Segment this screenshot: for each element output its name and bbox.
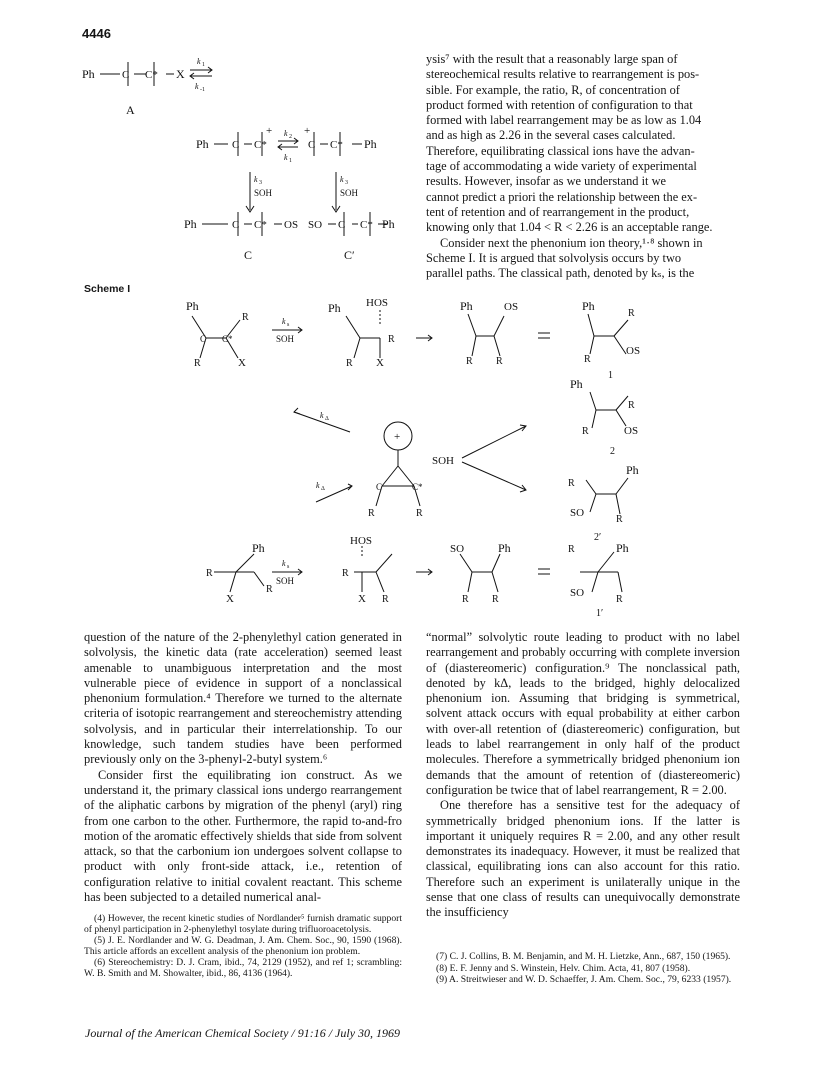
p2-ph: Ph <box>570 377 583 391</box>
phenonium-scheme <box>170 296 660 626</box>
soh-fork: SOH <box>432 455 455 467</box>
a-x: X <box>176 67 185 81</box>
r3-r1b: R <box>266 584 273 595</box>
journal-footer: Journal of the American Chemical Society / 91:16 / July 30, 1969 <box>85 1026 401 1040</box>
ts2-r1: R <box>342 568 349 579</box>
k3b-sub: 3 <box>345 180 348 186</box>
p2-os: OS <box>624 425 639 437</box>
ion2-ph: Ph <box>364 137 377 151</box>
rt-line-2: stereochemical results relative to rearrangement is pos- <box>426 67 700 82</box>
rt-line-12: knowing only that 1.04 < R < 2.26 is an acceptable range. <box>426 220 713 235</box>
ion1-ph: Ph <box>196 137 209 151</box>
ts2-x: X <box>358 593 366 605</box>
rt-line-13: Consider next the phenonium ion theory,¹·⁸ shown in <box>440 235 703 250</box>
label-1prime: 1′ <box>596 608 604 619</box>
cp-cstar: C* <box>360 219 373 231</box>
ks2-sub: s <box>287 564 290 570</box>
p3-so: SO <box>450 543 465 555</box>
p-r1a: R <box>466 356 473 367</box>
ion2-cstar: C* <box>330 139 343 151</box>
ts-r1b: R <box>346 358 353 369</box>
p-os: OS <box>504 301 519 313</box>
c-c: C <box>232 219 240 231</box>
p1p-ph: Ph <box>616 541 629 555</box>
label-2prime: 2′ <box>594 532 602 543</box>
k1b-sub: 1 <box>289 158 292 164</box>
rt-line-14: Scheme I. It is argued that solvolysis occurs by two <box>426 250 682 265</box>
footnote-9: (9) A. Streitwieser and W. D. Schaeffer, J. Am. Chem. Soc., 79, 6233 (1957). <box>436 974 732 986</box>
rt-line-8: tage of accommodating a wide variety of experimental <box>426 159 697 174</box>
right-para-1: “normal” solvolytic route leading to product with no label rearrangement and probably occurring with complete inversion of (diastereomeric) configuration.⁹ The nonclassical path, denoted by kΔ, leads to the bridged, highly delocalized phenonium ion. Assuming that bridging is symmetrical, solvent attack occurs with equal probability at either carbon with over-all retention of (diastereomeric) configuration, but leads to label rearrangement in only half of the product molecules. Therefore a symmetrically bridged phenonium ion demands that the amount of retention of (diastereomeric) configuration be twice that of label rearrangement, R = 2.00. <box>426 630 740 797</box>
rt-line-5: formed with label rearrangement may be as low as 1.04 <box>426 113 702 128</box>
r1-cstar: C* <box>222 334 233 344</box>
ion1-c: C <box>232 139 240 151</box>
cp-c: C <box>338 219 346 231</box>
equilibrating-ion-scheme <box>82 48 402 288</box>
right-top-text <box>426 52 740 281</box>
k1-label: k <box>197 57 201 66</box>
k1-sub: 1 <box>202 62 205 68</box>
k3b-label: k <box>340 175 344 184</box>
a-c: C <box>122 69 130 81</box>
rt-line-4: product formed with retention of configuration to that <box>426 97 693 112</box>
p1-ph: Ph <box>582 299 595 313</box>
ion2-c: C <box>308 139 316 151</box>
a-cstar: C* <box>145 69 158 81</box>
rt-line-1: ysis⁷ with the result that a reasonably large span of <box>426 52 678 66</box>
left-footnotes <box>84 914 402 981</box>
kdelta-bottom-sub: Δ <box>321 486 325 492</box>
compound-c-label: C <box>244 248 253 262</box>
ks2-label: k <box>282 559 286 568</box>
ion1-cstar: C* <box>254 139 267 151</box>
soh-left: SOH <box>254 188 273 198</box>
compound-a-label: A <box>126 103 135 117</box>
left-column <box>84 630 402 905</box>
left-para-1: question of the nature of the 2-phenylethyl cation generated in solvolysis, the kinetic data (rate acceleration) seemed least amenable to unambiguous interpretation and the most vulnerable piece of evidence in support of a nonclassical phenonium formulation.⁴ Therefore we turned to the alternate criteria of isotopic rearrangement and stereochemistry attending solvolysis, and in particular their interrelationship. To our knowledge, such tandem studies have been performed previously only on the 3-phenyl-2-butyl system.⁶ <box>84 630 402 767</box>
rt-line-3: sible. For example, the ratio, R, of concentration of <box>426 82 680 97</box>
ts2-hos: HOS <box>350 535 373 547</box>
r1-ph: Ph <box>186 299 199 313</box>
label-2: 2 <box>610 446 615 457</box>
k2-sub: 2 <box>289 134 292 140</box>
ts-x: X <box>376 357 384 369</box>
p2p-r1b: R <box>616 514 623 525</box>
km1-sub: -1 <box>200 87 205 93</box>
footnote-5: (5) J. E. Nordlander and W. G. Deadman, J. Am. Chem. Soc., 90, 1590 (1968). This article affords an excellent analysis of the phenonium ion problem. <box>84 935 402 957</box>
k3a-sub: 3 <box>259 180 262 186</box>
phenonium-plus: + <box>394 431 401 443</box>
p1p-so: SO <box>570 587 585 599</box>
p2p-so: SO <box>570 507 585 519</box>
p1-os: OS <box>626 345 641 357</box>
c-cstar: C* <box>254 219 267 231</box>
a-ph: Ph <box>82 67 95 81</box>
r3-r1: R <box>206 568 213 579</box>
left-para-2: Consider first the equilibrating ion construct. As we understand it, the primary classical ions undergo rearrangement of the aliphatic carbons by migration of the phenyl (aryl) ring from one carbon to the other. Furthermore, the rapid to-and-fro motion of the aromatic effectively shields that side from solvent attack, so that the carbonium ion undergoes solvent collapse to product with only front-side attack, i.e., retention of configuration relative to initial covalent reactant. This scheme has been subjected to a detailed numerical anal- <box>84 767 402 905</box>
soh-ks2: SOH <box>276 576 295 586</box>
label-1: 1 <box>608 370 613 381</box>
rt-line-15: parallel paths. The classical path, denoted by kₛ, is the <box>426 266 695 281</box>
km1-label: k <box>195 82 199 91</box>
p1-r1b: R <box>584 354 591 365</box>
p2p-r1: R <box>568 478 575 489</box>
p1p-r1: R <box>568 544 575 555</box>
p1-r1: R <box>628 308 635 319</box>
footnote-8: (8) E. F. Jenny and S. Winstein, Helv. Chim. Acta, 41, 807 (1958). <box>436 962 691 974</box>
k2-label: k <box>284 129 288 138</box>
p3-r1b: R <box>492 594 499 605</box>
ts2-r1b: R <box>382 594 389 605</box>
p2-r1: R <box>628 400 635 411</box>
ts-hos: HOS <box>366 297 389 309</box>
r1-r1b: R <box>194 358 201 369</box>
rt-line-7: Therefore, equilibrating classical ions have the advan- <box>426 143 695 158</box>
right-column <box>426 630 740 921</box>
ion1-plus: + <box>266 125 273 137</box>
bridge-r1b: R <box>416 508 423 519</box>
compound-cprime-label: C′ <box>344 248 355 262</box>
p3-ph: Ph <box>498 541 511 555</box>
r1-x: X <box>238 357 246 369</box>
ks-sub: s <box>287 322 290 328</box>
p3-r1a: R <box>462 594 469 605</box>
footnote-7: (7) C. J. Collins, B. M. Benjamin, and M. H. Lietzke, Ann., 687, 150 (1965). <box>436 951 731 962</box>
rt-line-10: cannot predict a priori the relationship between the ex- <box>426 189 698 204</box>
p2p-ph: Ph <box>626 463 639 477</box>
p2-r1b: R <box>582 426 589 437</box>
kdelta-bottom: k <box>316 481 320 490</box>
kdelta-top-sub: Δ <box>325 416 329 422</box>
bridge-r1a: R <box>368 508 375 519</box>
r3-ph: Ph <box>252 541 265 555</box>
c-ph: Ph <box>184 217 197 231</box>
bridge-cstar: C* <box>412 482 423 492</box>
r1-c: C <box>200 334 207 344</box>
soh-ks: SOH <box>276 334 295 344</box>
ion2-plus: + <box>304 125 311 137</box>
p1p-r1b: R <box>616 594 623 605</box>
k3a-label: k <box>254 175 258 184</box>
rt-line-6: and as high as 2.26 in the several cases calculated. <box>426 128 676 143</box>
rt-line-11: tent of retention and of rearrangement in the product, <box>426 204 690 219</box>
footnote-6: (6) Stereochemistry: D. J. Cram, ibid., 74, 2129 (1952), and ref 1; scrambling: W. B. Smith and M. Showalter, ibid., 86, 4136 (1964). <box>84 957 402 979</box>
cp-so: SO <box>308 219 323 231</box>
ks-label: k <box>282 317 286 326</box>
kdelta-top: k <box>320 411 324 420</box>
page-number: 4446 <box>82 26 111 41</box>
bridge-c: C <box>376 482 383 492</box>
right-footnotes <box>426 952 740 987</box>
ts-ph: Ph <box>328 301 341 315</box>
r3-x: X <box>226 593 234 605</box>
k1b-label: k <box>284 153 288 162</box>
right-para-2: One therefore has a sensitive test for the adequacy of symmetrically bridged phenonium ions. If the latter is important it uniquely requires R = 2.00, and any other result demonstrates its inadequacy. However, it must be realized that classical, equilibrating ions can also account for this ratio. Therefore such an experiment is unilaterally unique in the sense that one class of results can unequivocally demonstrate the insufficiency <box>426 798 740 920</box>
r1-r1: R <box>242 312 249 323</box>
cp-ph: Ph <box>382 217 395 231</box>
scheme-label: Scheme I <box>84 283 131 295</box>
ts-r1: R <box>388 334 395 345</box>
p-ph: Ph <box>460 299 473 313</box>
c-os: OS <box>284 219 299 231</box>
footnote-4: (4) However, the recent kinetic studies of Nordlander⁵ furnish dramatic support of phenyl participation in 2-phenylethyl tosylate during trifluoroacetolysis. <box>84 913 402 935</box>
p-r1b: R <box>496 356 503 367</box>
rt-line-9: results. However, insofar as we understand it we <box>426 174 667 189</box>
soh-right: SOH <box>340 188 359 198</box>
